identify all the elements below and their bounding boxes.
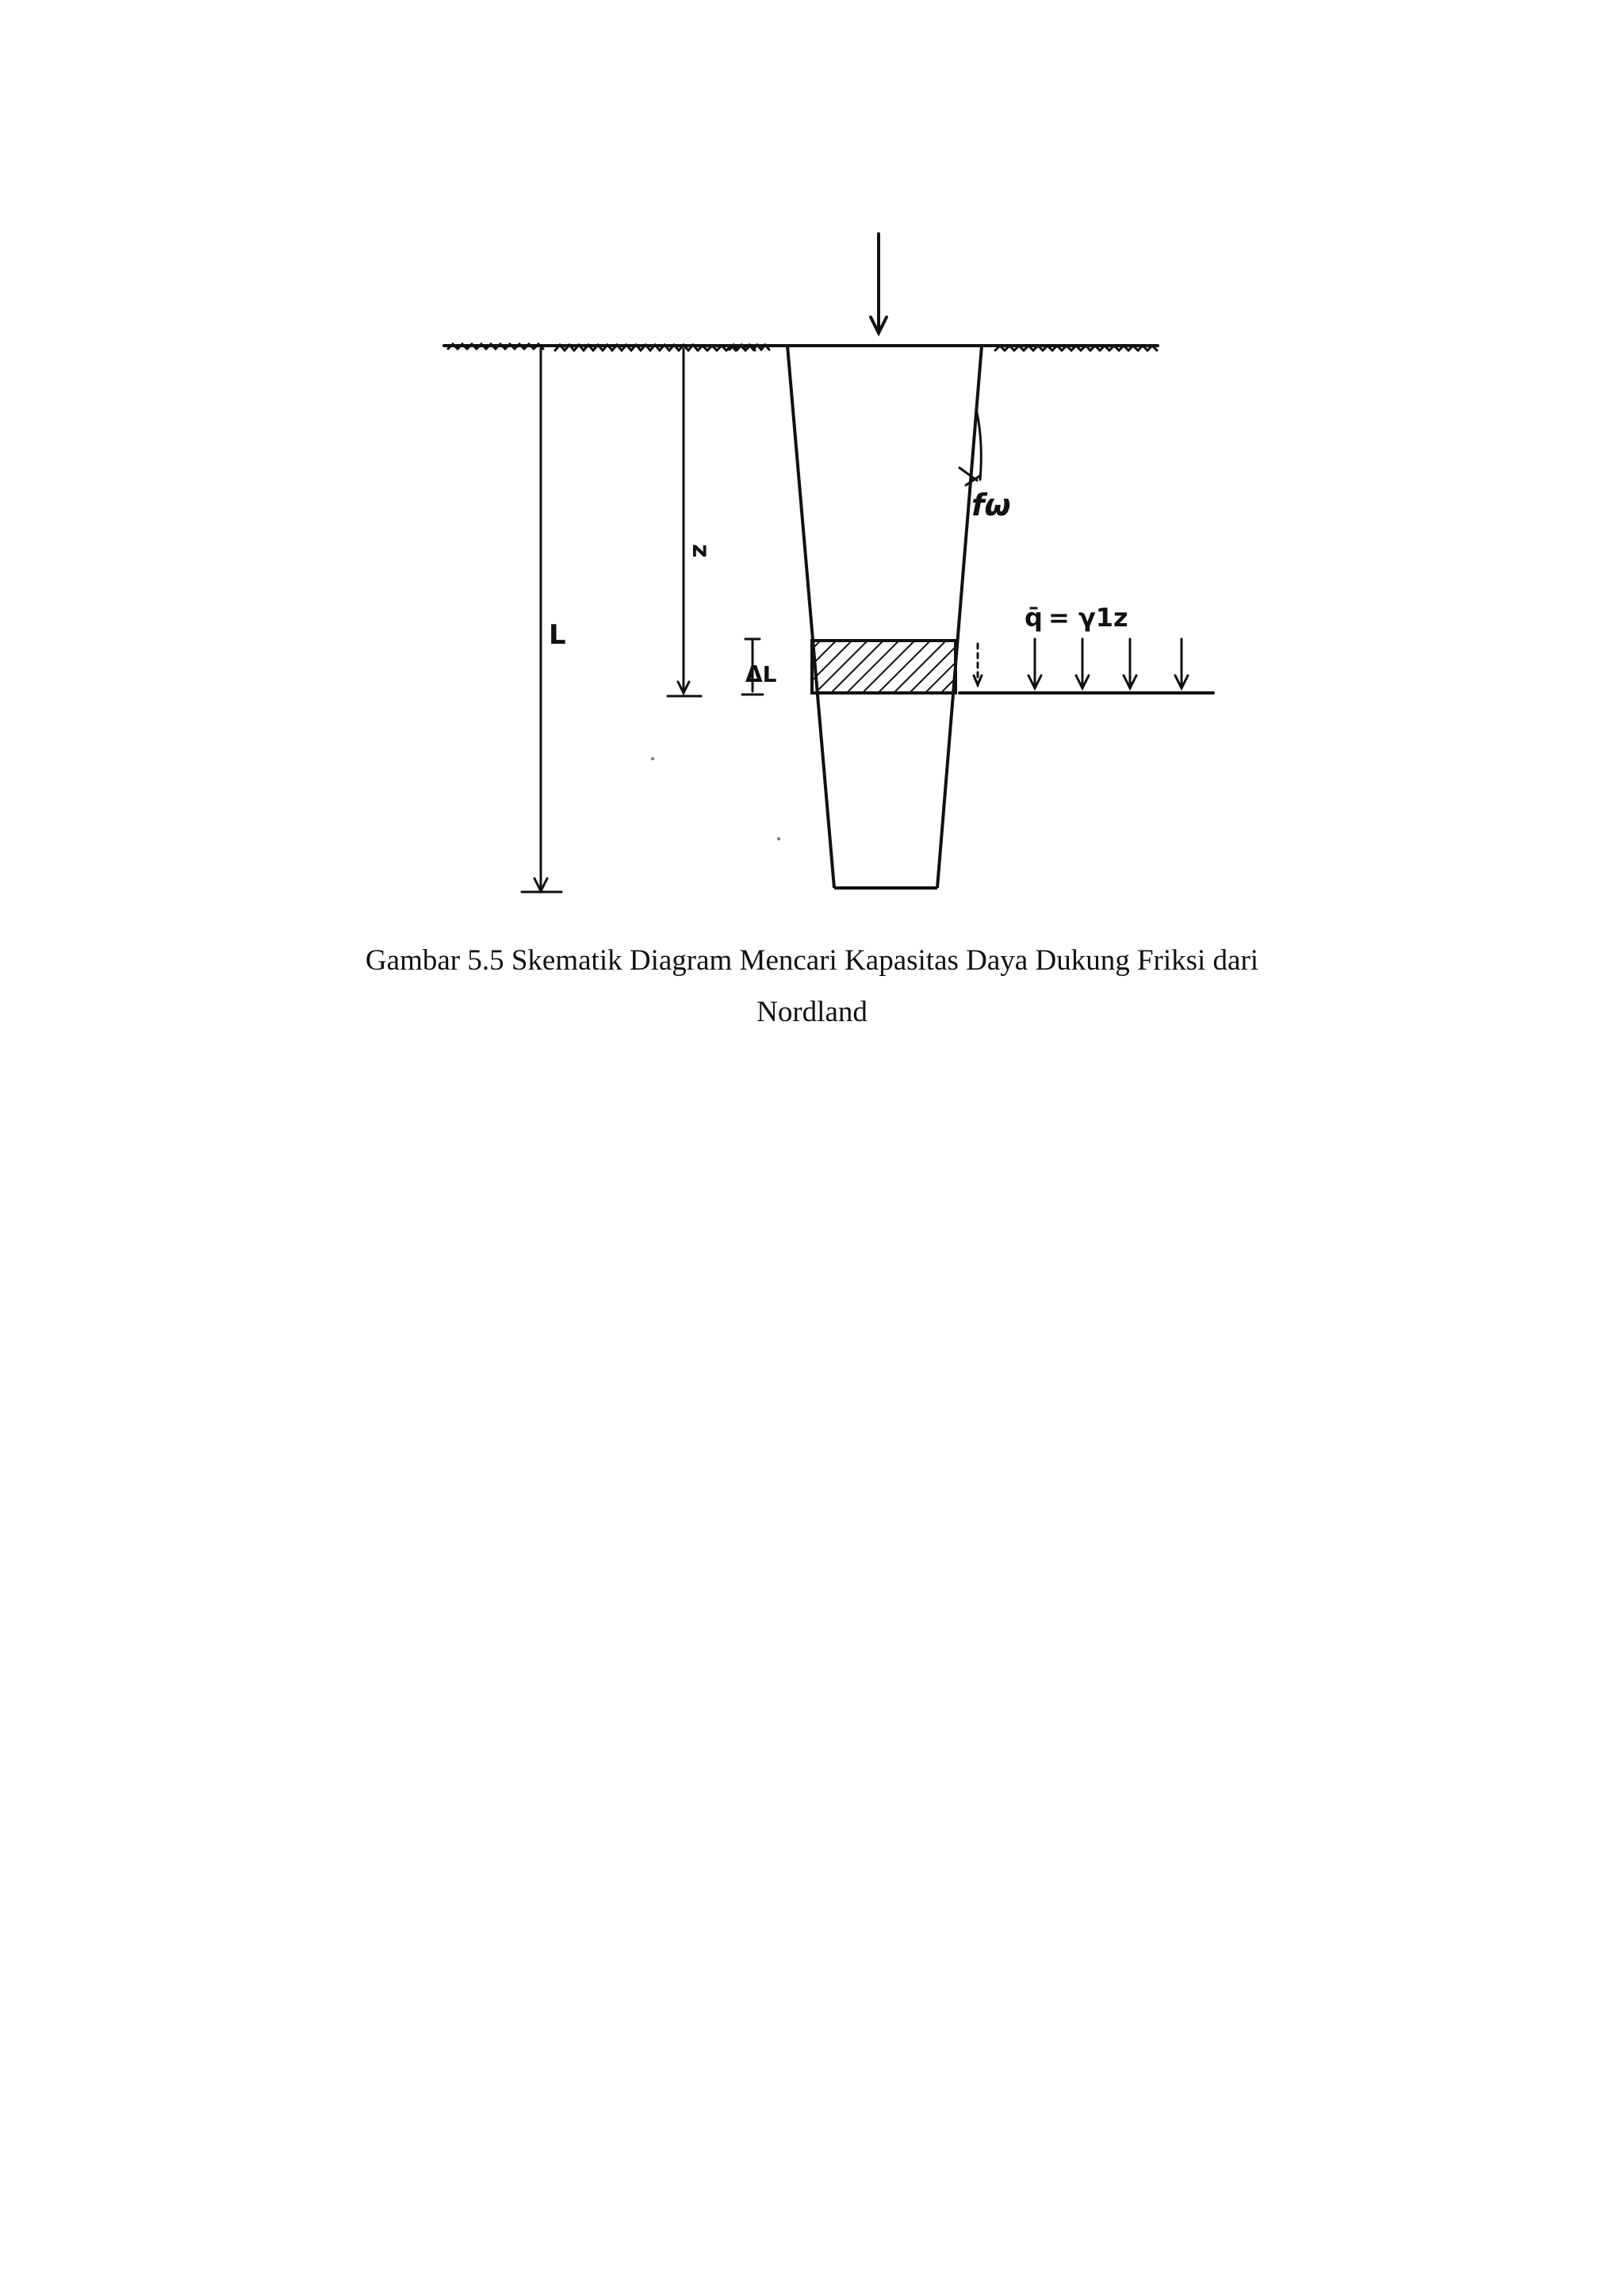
figure-caption-line-2: Nordland [756, 996, 868, 1028]
label-segment: ΔL [745, 661, 777, 687]
label-skin-friction: fω [971, 488, 1011, 522]
label-overburden-rhs: = γ1z [1048, 603, 1128, 633]
applied-load-arrow [871, 234, 887, 333]
skin-friction-arrow [959, 412, 981, 485]
tapered-pile [787, 346, 982, 888]
scan-speck [651, 757, 654, 760]
figure-caption-line-1: Gambar 5.5 Skematik Diagram Mencari Kapasitas Daya Dukung Friksi dari [365, 944, 1259, 977]
scan-speck [777, 837, 780, 840]
label-overburden-lhs: q̄ [1025, 603, 1043, 633]
overburden-arrows [959, 639, 1213, 693]
label-depth: z [687, 544, 714, 558]
pile-segment [812, 641, 956, 693]
nordland-friction-diagram [0, 0, 1624, 920]
depth-dimension [668, 349, 701, 696]
label-length: L [549, 619, 566, 651]
ground-surface [444, 344, 1158, 350]
